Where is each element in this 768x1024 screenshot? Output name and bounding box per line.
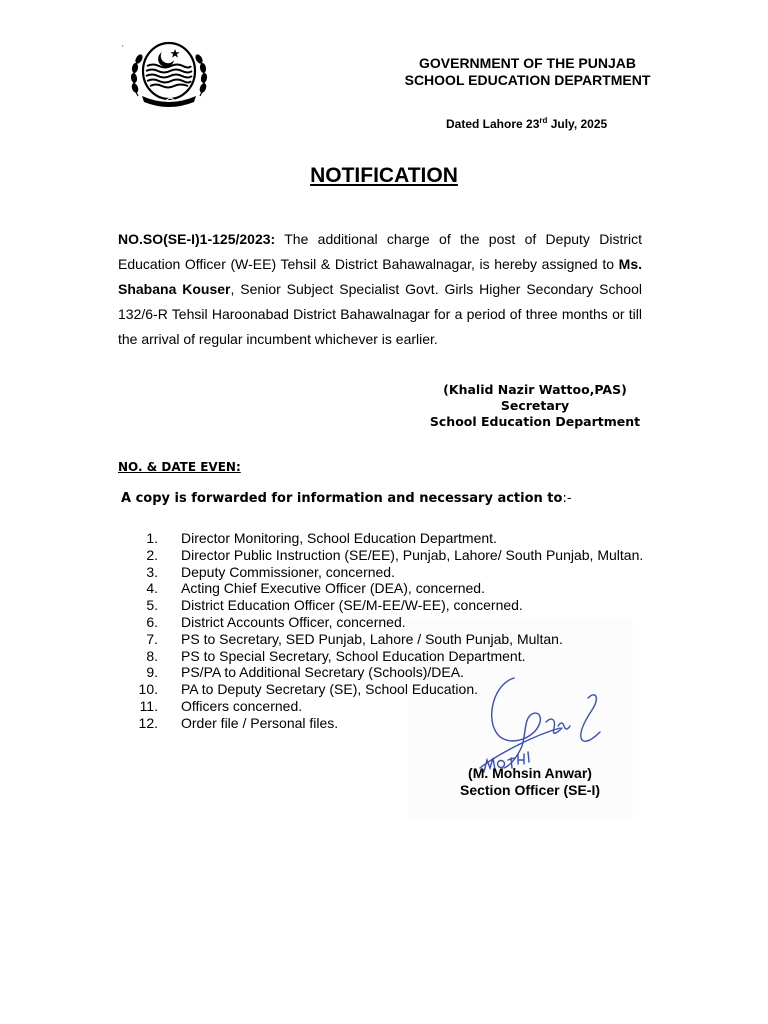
list-item: 11. Officers concerned.	[139, 697, 303, 714]
officer-name: Ms. Shabana Kouser	[118, 256, 642, 297]
header-department: SCHOOL EDUCATION DEPARTMENT	[404, 72, 651, 88]
secretary-department: School Education Department	[429, 414, 641, 429]
list-item: 12. Order file / Personal files.	[138, 714, 339, 731]
handwritten-signature	[470, 676, 620, 776]
secretary-name: (Khalid Nazir Wattoo,PAS)	[443, 382, 627, 397]
list-item: 5. District Education Officer (SE/M-EE/W-EE), concerned.	[146, 597, 523, 614]
list-item: 3. Deputy Commissioner, concerned.	[146, 563, 395, 580]
list-item: 10. PA to Deputy Secretary (SE), School Education.	[138, 681, 479, 698]
copy-forwarded-line: A copy is forwarded for information and necessary action to:-	[121, 491, 572, 506]
list-item: 8. PS to Special Secretary, School Education Department.	[146, 647, 526, 664]
punjab-government-logo	[128, 38, 210, 110]
list-item: 7. PS to Secretary, SED Punjab, Lahore / South Punjab, Multan.	[146, 630, 563, 647]
list-item: 6. District Accounts Officer, concerned.	[146, 613, 406, 630]
section-officer-name: (M. Mohsin Anwar)	[468, 765, 592, 781]
list-item: 4. Acting Chief Executive Officer (DEA), concerned.	[146, 580, 485, 597]
date-even-heading: NO. & DATE EVEN:	[118, 460, 241, 474]
section-officer-designation: Section Officer (SE-I)	[459, 782, 601, 798]
page-title: NOTIFICATION	[310, 164, 458, 187]
scan-mark: '	[122, 44, 124, 53]
list-item: 9. PS/PA to Additional Secretary (Schools)/DEA.	[146, 664, 464, 681]
reference-number: NO.SO(SE-I)1-125/2023:	[118, 231, 276, 247]
notification-body: NO.SO(SE-I)1-125/2023: The additional charge of the post of Deputy District Education Officer (W-EE) Tehsil & District Bahawalnagar, is hereby assigned to Ms. Shabana Kouser, Senior Subject Specialist Govt. Girls Higher Secondary School 132/6-R Tehsil Haroonabad District Bahawalnagar for a period of three months or till the arrival of regular incumbent whichever is earlier.	[118, 231, 642, 347]
secretary-designation: Secretary	[500, 398, 570, 413]
list-item: 1. Director Monitoring, School Education Department.	[146, 530, 497, 546]
header-government: GOVERNMENT OF THE PUNJAB	[418, 55, 636, 71]
list-item: 2. Director Public Instruction (SE/EE), Punjab, Lahore/ South Punjab, Multan.	[146, 546, 644, 563]
dated-line: Dated Lahore 23rd July, 2025	[446, 116, 608, 131]
